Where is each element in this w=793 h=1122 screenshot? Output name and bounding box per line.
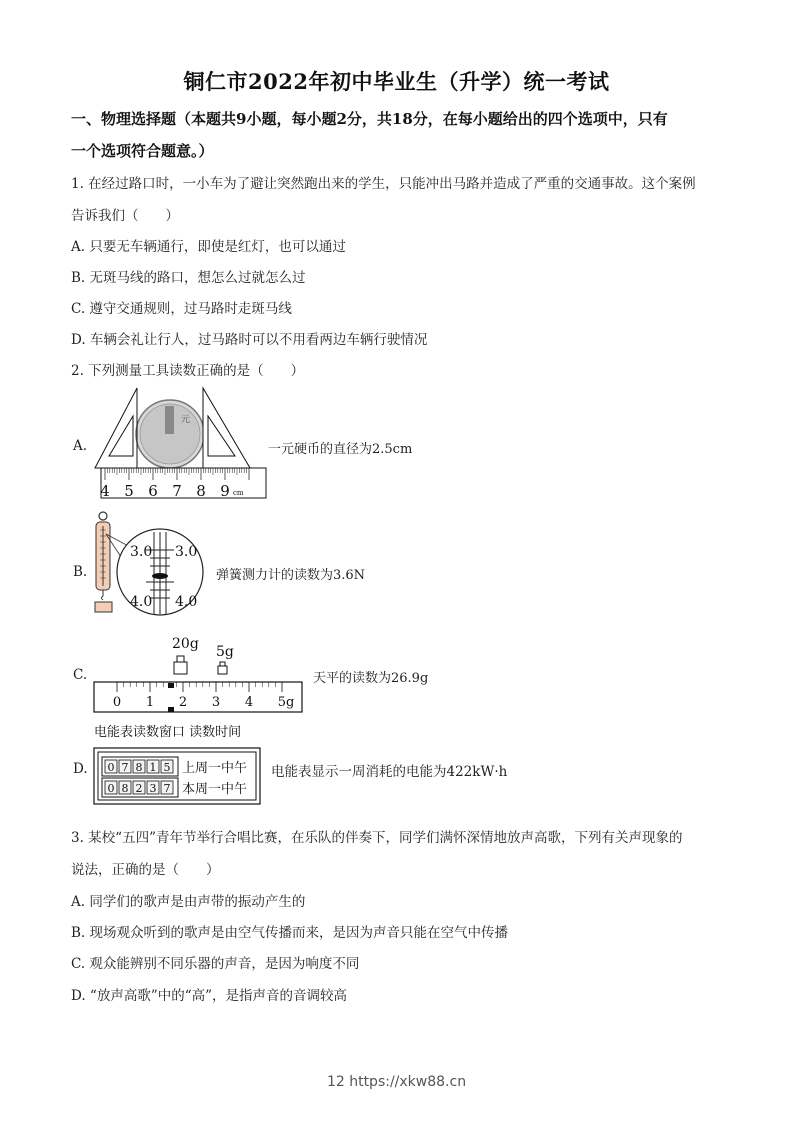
svg-text:cm: cm bbox=[233, 489, 244, 497]
q1-stem-line1: 1. 在经过路口时，一小车为了避让突然跑出来的学生，只能冲出马路并造成了严重的交通事故。这个案例 bbox=[71, 176, 696, 192]
q2-option-a-label: A. bbox=[73, 438, 88, 454]
svg-text:2: 2 bbox=[178, 695, 188, 710]
q3-option-d: D. “放声高歌”中的“高”，是指声音的音调较高 bbox=[71, 988, 348, 1004]
q1-option-b: B. 无斑马线的路口，想怎么过就怎么过 bbox=[71, 270, 306, 286]
svg-text:5: 5 bbox=[124, 482, 134, 500]
svg-text:7: 7 bbox=[172, 482, 182, 500]
q2-option-a-caption: 一元硬币的直径为2.5cm bbox=[268, 442, 413, 457]
svg-text:元: 元 bbox=[181, 415, 191, 425]
svg-text:7: 7 bbox=[121, 761, 129, 774]
svg-text:5g: 5g bbox=[216, 644, 234, 660]
svg-text:6: 6 bbox=[148, 482, 158, 500]
q2-option-c-label: C. bbox=[73, 667, 88, 683]
svg-text:4: 4 bbox=[244, 695, 254, 710]
svg-text:3: 3 bbox=[149, 782, 157, 795]
section-heading-line1: 一、物理选择题（本题共9小题，每小题2分，共18分，在每小题给出的四个选项中，只有 bbox=[71, 110, 668, 128]
q1-option-d: D. 车辆会礼让行人，过马路时可以不用看两边车辆行驶情况 bbox=[71, 332, 428, 348]
balance-figure bbox=[94, 634, 306, 716]
q3-option-c: C. 观众能辨别不同乐器的声音，是因为响度不同 bbox=[71, 956, 360, 972]
svg-text:3.0: 3.0 bbox=[175, 544, 198, 560]
svg-text:2: 2 bbox=[135, 782, 143, 795]
svg-text:4.0: 4.0 bbox=[130, 594, 153, 610]
svg-text:4.0: 4.0 bbox=[175, 594, 198, 610]
q2-option-b-label: B. bbox=[73, 564, 88, 580]
q3-stem-line1: 3. 某校“五四”青年节举行合唱比赛，在乐队的伴奏下，同学们满怀深情地放声高歌，下列有关声现象的 bbox=[71, 830, 683, 846]
svg-text:9: 9 bbox=[220, 482, 230, 500]
page-footer: 12 https://xkw88.cn bbox=[326, 1074, 467, 1090]
meter-figure bbox=[94, 722, 264, 808]
svg-text:0: 0 bbox=[112, 695, 122, 710]
q2-option-d-label: D. bbox=[73, 761, 88, 777]
svg-text:8: 8 bbox=[135, 761, 143, 774]
svg-text:0: 0 bbox=[107, 761, 115, 774]
svg-text:1: 1 bbox=[145, 695, 155, 710]
svg-text:7: 7 bbox=[163, 782, 171, 795]
coin-ruler-figure bbox=[95, 388, 275, 500]
q2-option-c-caption: 天平的读数为26.9g bbox=[313, 671, 429, 686]
section-heading-line2: 一个选项符合题意。） bbox=[71, 142, 214, 160]
svg-text:1: 1 bbox=[149, 761, 157, 774]
svg-text:5: 5 bbox=[163, 761, 171, 774]
svg-text:8: 8 bbox=[121, 782, 129, 795]
q2-stem: 2. 下列测量工具读数正确的是（ ） bbox=[71, 363, 305, 379]
page-title: 铜仁市2022年初中毕业生（升学）统一考试 bbox=[183, 69, 610, 94]
q1-stem-line2: 告诉我们（ ） bbox=[71, 208, 179, 224]
svg-text:3.0: 3.0 bbox=[130, 544, 153, 560]
svg-text:0: 0 bbox=[107, 782, 115, 795]
svg-text:上周一中午: 上周一中午 bbox=[182, 761, 248, 776]
svg-text:20g: 20g bbox=[172, 636, 199, 652]
q3-option-b: B. 现场观众听到的歌声是由空气传播而来，是因为声音只能在空气中传播 bbox=[71, 925, 509, 941]
svg-text:电能表读数窗口 读数时间: 电能表读数窗口 读数时间 bbox=[94, 725, 242, 740]
svg-text:5g: 5g bbox=[277, 695, 295, 710]
q3-stem-line2: 说法，正确的是（ ） bbox=[71, 862, 220, 878]
q1-option-a: A. 只要无车辆通行，即使是红灯，也可以通过 bbox=[71, 239, 346, 255]
svg-text:8: 8 bbox=[196, 482, 206, 500]
svg-text:3: 3 bbox=[211, 695, 221, 710]
svg-text:本周一中午: 本周一中午 bbox=[182, 782, 248, 797]
spring-scale-figure bbox=[90, 510, 210, 622]
section-heading bbox=[71, 103, 723, 167]
q3-option-a: A. 同学们的歌声是由声带的振动产生的 bbox=[71, 894, 306, 910]
q2-option-d-caption: 电能表显示一周消耗的电能为422kW·h bbox=[271, 764, 508, 780]
q1-option-c: C. 遵守交通规则，过马路时走斑马线 bbox=[71, 301, 292, 317]
q2-option-b-caption: 弹簧测力计的读数为3.6N bbox=[216, 568, 366, 583]
svg-text:4: 4 bbox=[100, 482, 110, 500]
